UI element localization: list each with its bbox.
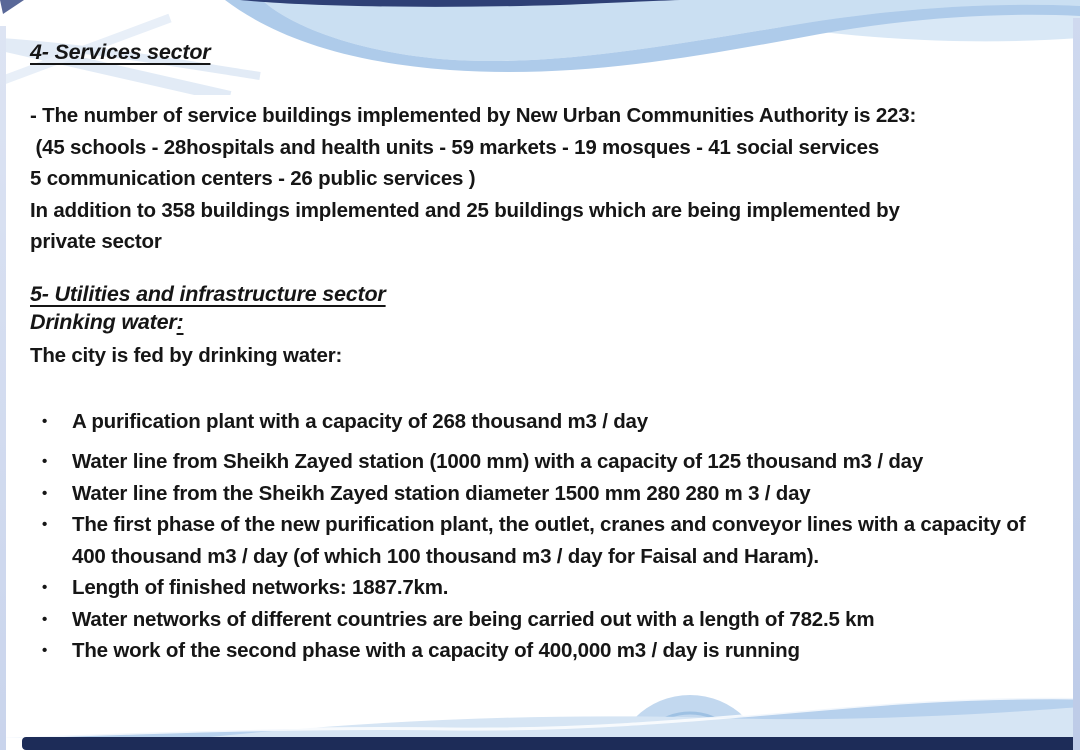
paragraph-line: (45 schools - 28hospitals and health units - 59 markets - 19 mosques - 41 social services xyxy=(30,135,880,159)
intro-line: The city is fed by drinking water: xyxy=(30,343,343,367)
drinking-water-colon: : xyxy=(176,309,184,334)
section4-paragraph xyxy=(30,100,1044,258)
bullet-item xyxy=(42,406,1044,438)
bullet-text: The first phase of the new purification plant, the outlet, cranes and conveyor lines with a capacity of 400 thousand m3 / day (of which 100 thousand m3 / day for Faisal and Haram). xyxy=(72,513,1026,568)
paragraph-line: In addition to 358 buildings implemented and 25 buildings which are being implemented by xyxy=(30,198,900,222)
paragraph-line: - The number of service buildings implemented by New Urban Communities Authority is 223: xyxy=(30,104,917,127)
bullet-icon: • xyxy=(42,642,48,659)
bullet-text: Water networks of different countries are being carried out with a length of 782.5 km xyxy=(72,607,875,631)
right-border xyxy=(1073,18,1080,750)
bullet-item xyxy=(42,509,1044,572)
bullet-item xyxy=(42,635,1044,667)
paragraph-line: 5 communication centers - 26 public services ) xyxy=(30,167,476,190)
bullet-item xyxy=(42,604,1044,636)
bullet-list xyxy=(30,406,1044,667)
bullet-icon: • xyxy=(42,579,48,596)
bullet-icon: • xyxy=(42,516,48,533)
bullet-text: A purification plant with a capacity of 268 thousand m3 / day xyxy=(72,409,648,433)
bullet-text: Length of finished networks: 1887.7km. xyxy=(72,576,449,599)
bullet-icon: • xyxy=(42,453,48,470)
paragraph-line: private sector xyxy=(30,230,162,253)
section4-heading: 4- Services sector xyxy=(30,40,211,64)
bullet-text: Water line from the Sheikh Zayed station diameter 1500 mm 280 280 m 3 / day xyxy=(72,481,811,505)
left-border xyxy=(0,26,6,750)
bullet-text: The work of the second phase with a capacity of 400,000 m3 / day is running xyxy=(72,639,800,662)
bullet-item xyxy=(42,446,1044,478)
bullet-icon: • xyxy=(42,412,48,430)
bullet-text: Water line from Sheikh Zayed station (1000 mm) with a capacity of 125 thousand m3 / day xyxy=(72,450,924,473)
bullet-icon: • xyxy=(42,610,48,628)
slide-content xyxy=(30,40,1044,667)
bullet-icon: • xyxy=(42,484,48,502)
drinking-water-subheading xyxy=(30,306,1044,339)
drinking-water-label: Drinking water xyxy=(30,309,177,334)
bottom-wave-decoration xyxy=(0,685,1080,750)
bullet-item xyxy=(42,572,1044,604)
section5-heading: 5- Utilities and infrastructure sector xyxy=(30,281,386,306)
bullet-item xyxy=(42,478,1044,510)
